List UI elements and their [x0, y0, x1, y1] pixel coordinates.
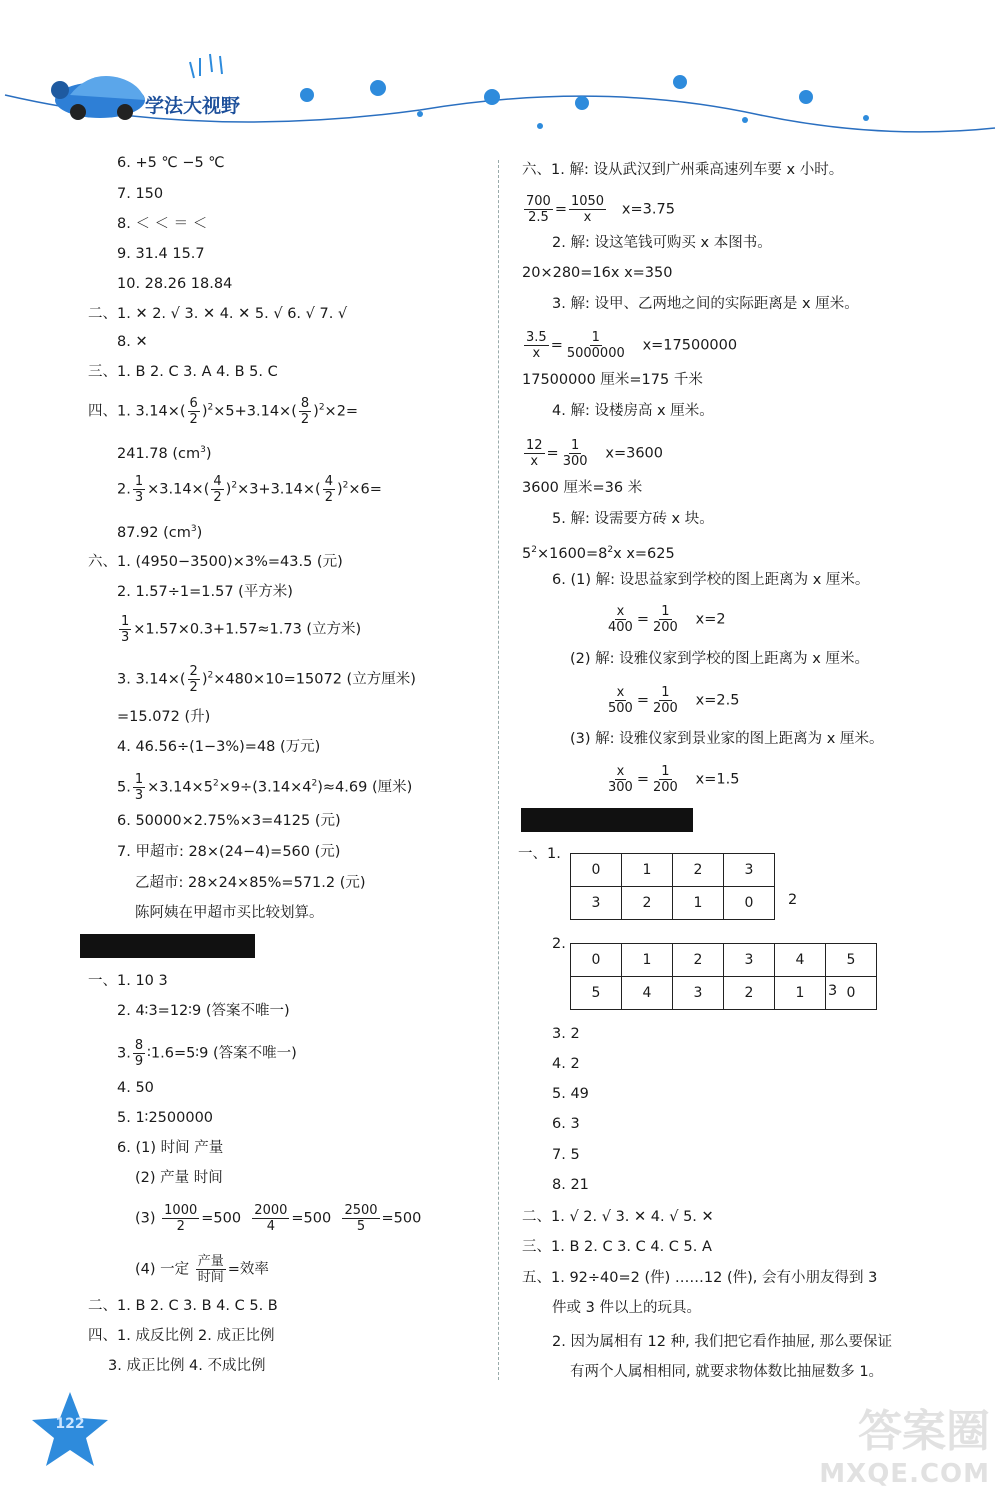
- answer-line: $\frac{x}{500}$ = $\frac{1}{200}$ x=2.5: [608, 685, 740, 716]
- answer-line: 87.92 $(cm^3)$: [117, 524, 203, 541]
- answer-line: 2. 4∶3=12∶9 (答案不唯一): [117, 1003, 290, 1019]
- table-cell: 2: [724, 977, 775, 1010]
- page-number-star: [30, 1388, 110, 1468]
- answer-line: 5. 解: 设需要方砖 x 块。: [552, 511, 714, 527]
- table-cell: 1: [673, 887, 724, 920]
- answer-line: 2. 解: 设这笔钱可购买 x 本图书。: [552, 235, 772, 251]
- answer-line: (2) 解: 设雅仪家到学校的图上距离为 x 厘米。: [570, 651, 869, 667]
- answer-line: 8. ＜ ＜ ＝ ＜: [117, 216, 208, 232]
- logo-text: 学法大视野: [145, 95, 241, 117]
- answer-line: (2) 产量 时间: [135, 1170, 223, 1186]
- answer-line: 乙超市: 28×24×85%=571.2 (元): [135, 875, 366, 891]
- table-cell: 3: [673, 977, 724, 1010]
- section-header-bar: [80, 934, 255, 958]
- table-cell: 2: [673, 854, 724, 887]
- table-cell: 3: [724, 944, 775, 977]
- table-cell: 3: [724, 854, 775, 887]
- answer-line: =15.072 (升): [117, 709, 211, 725]
- answer-line: 二、1. ✕ 2. √ 3. ✕ 4. ✕ 5. √ 6. √ 7. √: [88, 306, 348, 322]
- answer-line: 5. $\frac{1}{3}$ $\times 3.14\times 5^2\times 9\div(3.14\times 4^2)\approx 4.69$ (厘米): [117, 772, 413, 803]
- section-header-bar: [521, 808, 693, 832]
- answer-line: 2. $\frac{1}{3}$ ×3.14×( $\frac{4}{2}$ )$^2$×3+3.14×( $\frac{4}{2}$ )$^2$×6=: [117, 474, 382, 505]
- answer-line: (4) 一定 $\frac{\text{产量}}{\text{时间}}$ =效率: [135, 1254, 269, 1285]
- answer-line: 7. 150: [117, 186, 164, 202]
- answer-line: $\frac{12}{x}$ = $\frac{1}{300}$ x=3600: [526, 438, 663, 469]
- answer-line: 3600 厘米=36 米: [522, 480, 643, 496]
- answer-line: 3. $\frac{8}{9}$ ∶1.6=5∶9 (答案不唯一): [117, 1038, 297, 1069]
- column-divider: [498, 160, 499, 1380]
- answer-line: 6. +5 ℃ −5 ℃: [117, 155, 225, 171]
- answer-line: 4. 46.56÷(1−3%)=48 (万元): [117, 739, 321, 755]
- page-number: 122: [55, 1416, 85, 1432]
- header-banner: [0, 0, 1000, 140]
- answer-line: 三、1. B 2. C 3. A 4. B 5. C: [88, 364, 278, 380]
- answer-line: 9. 31.4 15.7: [117, 246, 205, 262]
- table-cell: 0: [571, 944, 622, 977]
- answer-line: 5. 49: [552, 1086, 589, 1102]
- answer-table-1: [570, 853, 775, 920]
- answer-line: 一、1.: [518, 846, 561, 862]
- table-cell: 1: [622, 944, 673, 977]
- answer-line: 2. 因为属相有 12 种, 我们把它看作抽屉, 那么要保证: [552, 1334, 893, 1350]
- table-cell: 3: [571, 887, 622, 920]
- table-cell: 5: [571, 977, 622, 1010]
- answer-line: (3) $\frac{1000}{2}$ =500 $\frac{2000}{4}$ =500 $\frac{2500}{5}$ =500: [135, 1203, 422, 1234]
- answer-line: 一、1. 10 3: [88, 973, 168, 989]
- answer-line: 2. 1.57÷1=1.57 (平方米): [117, 584, 293, 600]
- answer-line: $\frac{x}{400}$ = $\frac{1}{200}$ x=2: [608, 604, 726, 635]
- table-cell: 4: [622, 977, 673, 1010]
- answer-line: 6. (1) 解: 设思益家到学校的图上距离为 x 厘米。: [552, 572, 870, 588]
- watermark: [790, 1395, 990, 1495]
- table-cell: 0: [724, 887, 775, 920]
- answer-line: 4. 50: [117, 1080, 154, 1096]
- watermark-url: MXQE.COM: [819, 1459, 990, 1489]
- answer-line: 四、1. 成反比例 2. 成正比例: [88, 1328, 275, 1344]
- answer-line: 件或 3 件以上的玩具。: [552, 1300, 701, 1316]
- table-cell: 2: [622, 887, 673, 920]
- answer-line: 10. 28.26 18.84: [117, 276, 233, 292]
- table-cell: 2: [673, 944, 724, 977]
- answer-line: 有两个人属相相同, 就要求物体数比抽屉数多 1。: [570, 1364, 884, 1380]
- answer-line: 六、1. 解: 设从武汉到广州乘高速列车要 x 小时。: [522, 162, 844, 178]
- table-cell: 1: [775, 977, 826, 1010]
- answer-line: (3) 解: 设雅仪家到景业家的图上距离为 x 厘米。: [570, 731, 884, 747]
- answer-line: 8. 21: [552, 1177, 589, 1193]
- answer-line: 2.: [552, 936, 566, 952]
- answer-line: 5. 1∶2500000: [117, 1110, 214, 1126]
- answer-line: 二、1. B 2. C 3. B 4. C 5. B: [88, 1298, 278, 1314]
- answer-line: 三、1. B 2. C 3. C 4. C 5. A: [522, 1239, 712, 1255]
- answer-line: 241.78 $(cm^3)$: [117, 445, 212, 462]
- answer-line: 陈阿姨在甲超市买比较划算。: [135, 905, 324, 921]
- answer-line: 6. 3: [552, 1116, 580, 1132]
- answer-line: 二、1. √ 2. √ 3. ✕ 4. √ 5. ✕: [522, 1209, 714, 1225]
- answer-line: 3: [828, 983, 838, 999]
- table-cell: 1: [622, 854, 673, 887]
- table-cell: 5: [826, 944, 877, 977]
- sparkle-icons: [300, 75, 869, 129]
- answer-line: 六、1. (4950−3500)×3%=43.5 (元): [88, 554, 343, 570]
- table-cell: 0: [571, 854, 622, 887]
- answer-line: $5^2\times 1600=8^2x$ x=625: [522, 545, 675, 562]
- answer-line: 五、1. 92÷40=2 (件) ……12 (件), 会有小朋友得到 3: [522, 1270, 878, 1286]
- answer-line: 6. (1) 时间 产量: [117, 1140, 224, 1156]
- answer-line: 8. ✕: [117, 334, 148, 350]
- watermark-title: 答案圈: [858, 1406, 990, 1457]
- answer-line: $\frac{1}{3}$ ×1.57×0.3+1.57≈1.73 (立方米): [121, 614, 362, 645]
- answer-line: $\frac{3.5}{x}$ = $\frac{1}{5000000}$ x=17500000: [526, 330, 738, 361]
- answer-line: 17500000 厘米=175 千米: [522, 372, 703, 388]
- answer-line: 3. 成正比例 4. 不成比例: [108, 1358, 266, 1374]
- table-cell: 0: [826, 977, 877, 1010]
- answer-line: 3. 2: [552, 1026, 580, 1042]
- answer-line: 7. 5: [552, 1147, 580, 1163]
- answer-line: 3. 3.14×( $\frac{2}{2}$ )$^2$×480×10=15072 (立方厘米): [117, 664, 416, 695]
- answer-line: 3. 解: 设甲、乙两地之间的实际距离是 x 厘米。: [552, 296, 859, 312]
- answer-line: 四、1. 3.14×( $\frac{6}{2}$ )$^2$×5+3.14×( $\frac{8}{2}$ )$^2$×2=: [88, 396, 359, 427]
- answer-line: 20×280=16x x=350: [522, 265, 673, 281]
- answer-line: 4. 2: [552, 1056, 580, 1072]
- answer-line: $\frac{700}{2.5}$ = $\frac{1050}{x}$ x=3.75: [526, 194, 675, 225]
- answer-line: 4. 解: 设楼房高 x 厘米。: [552, 403, 714, 419]
- answer-line: 6. 50000×2.75%×3=4125 (元): [117, 813, 341, 829]
- answer-line: $\frac{x}{300}$ = $\frac{1}{200}$ x=1.5: [608, 764, 740, 795]
- banner-decoration: [0, 0, 1000, 140]
- car-icon: [51, 76, 145, 120]
- table-cell: 4: [775, 944, 826, 977]
- answer-line: 7. 甲超市: 28×(24−4)=560 (元): [117, 844, 341, 860]
- answer-line: 2: [788, 892, 798, 908]
